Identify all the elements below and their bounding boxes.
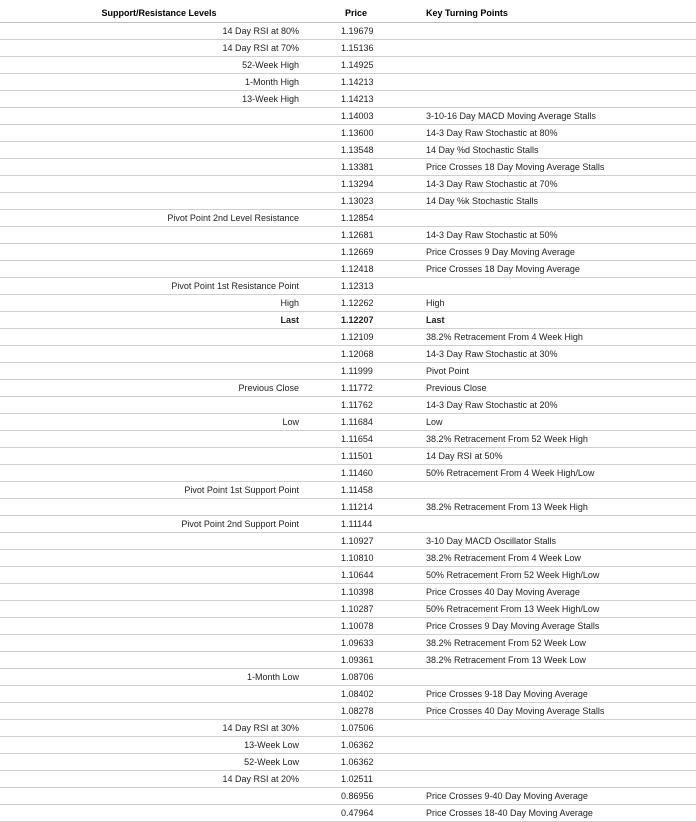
level-cell <box>0 499 308 516</box>
level-cell: 52-Week Low <box>0 754 308 771</box>
price-cell: 1.12418 <box>308 261 423 278</box>
turning-point-cell <box>423 669 696 686</box>
level-cell <box>0 261 308 278</box>
table-row <box>0 465 696 482</box>
support-resistance-table <box>0 4 696 822</box>
price-cell: 1.10810 <box>308 550 423 567</box>
level-cell <box>0 652 308 669</box>
price-cell: 0.86956 <box>308 788 423 805</box>
price-cell: 1.12109 <box>308 329 423 346</box>
header-row <box>0 4 696 23</box>
table-row <box>0 618 696 635</box>
levels-column-header: Support/Resistance Levels <box>0 4 308 23</box>
price-cell: 1.12262 <box>308 295 423 312</box>
turning-point-cell: 38.2% Retracement From 52 Week High <box>423 431 696 448</box>
price-cell: 1.11684 <box>308 414 423 431</box>
level-cell: 13-Week High <box>0 91 308 108</box>
level-cell <box>0 703 308 720</box>
level-cell <box>0 346 308 363</box>
price-cell: 1.10287 <box>308 601 423 618</box>
table-row <box>0 57 696 74</box>
turning-point-cell: 38.2% Retracement From 4 Week High <box>423 329 696 346</box>
level-cell: Pivot Point 1st Resistance Point <box>0 278 308 295</box>
level-cell: 14 Day RSI at 20% <box>0 771 308 788</box>
level-cell: 14 Day RSI at 70% <box>0 40 308 57</box>
price-cell: 1.13381 <box>308 159 423 176</box>
level-cell <box>0 329 308 346</box>
turning-point-cell: 50% Retracement From 13 Week High/Low <box>423 601 696 618</box>
level-cell <box>0 788 308 805</box>
level-cell <box>0 550 308 567</box>
level-cell <box>0 176 308 193</box>
turning-point-cell: Price Crosses 18 Day Moving Average Stalls <box>423 159 696 176</box>
price-cell: 1.12313 <box>308 278 423 295</box>
table-body <box>0 23 696 822</box>
turning-point-cell <box>423 210 696 227</box>
turning-point-cell <box>423 91 696 108</box>
turning-point-cell: Price Crosses 9 Day Moving Average <box>423 244 696 261</box>
turning-point-cell: Price Crosses 40 Day Moving Average Stalls <box>423 703 696 720</box>
price-cell: 1.10644 <box>308 567 423 584</box>
table-row <box>0 23 696 40</box>
table-row <box>0 193 696 210</box>
turning-point-cell: Low <box>423 414 696 431</box>
level-cell: Low <box>0 414 308 431</box>
turning-point-cell: Price Crosses 18 Day Moving Average <box>423 261 696 278</box>
level-cell: Pivot Point 2nd Level Resistance <box>0 210 308 227</box>
table-row <box>0 346 696 363</box>
turning-point-cell: 38.2% Retracement From 52 Week Low <box>423 635 696 652</box>
table-row <box>0 805 696 822</box>
level-cell: Pivot Point 1st Support Point <box>0 482 308 499</box>
price-cell: 1.13548 <box>308 142 423 159</box>
turning-point-cell <box>423 516 696 533</box>
price-cell: 1.08402 <box>308 686 423 703</box>
turning-point-cell <box>423 278 696 295</box>
price-cell: 1.02511 <box>308 771 423 788</box>
table-row <box>0 278 696 295</box>
table-row <box>0 584 696 601</box>
price-cell: 1.11762 <box>308 397 423 414</box>
table-row <box>0 635 696 652</box>
price-cell: 1.08278 <box>308 703 423 720</box>
turning-point-cell: 3-10-16 Day MACD Moving Average Stalls <box>423 108 696 125</box>
table-row <box>0 771 696 788</box>
turning-point-cell: Price Crosses 18-40 Day Moving Average <box>423 805 696 822</box>
price-cell: 1.19679 <box>308 23 423 40</box>
table-row <box>0 380 696 397</box>
price-cell: 1.07506 <box>308 720 423 737</box>
level-cell: Pivot Point 2nd Support Point <box>0 516 308 533</box>
turning-point-cell <box>423 57 696 74</box>
table-row <box>0 227 696 244</box>
table-row <box>0 516 696 533</box>
table-row <box>0 567 696 584</box>
price-cell: 1.12669 <box>308 244 423 261</box>
table-row <box>0 788 696 805</box>
table-row <box>0 159 696 176</box>
price-cell: 1.11772 <box>308 380 423 397</box>
price-cell: 1.13023 <box>308 193 423 210</box>
price-cell: 1.14003 <box>308 108 423 125</box>
turning-point-cell <box>423 23 696 40</box>
level-cell: 1-Month Low <box>0 669 308 686</box>
price-cell: 1.11501 <box>308 448 423 465</box>
level-cell: Previous Close <box>0 380 308 397</box>
table-row <box>0 737 696 754</box>
price-cell: 1.11214 <box>308 499 423 516</box>
table-row <box>0 601 696 618</box>
turning-point-cell: 14-3 Day Raw Stochastic at 20% <box>423 397 696 414</box>
price-cell: 1.14213 <box>308 74 423 91</box>
turning-points-column-header: Key Turning Points <box>423 4 696 23</box>
turning-point-cell <box>423 771 696 788</box>
level-cell: 14 Day RSI at 30% <box>0 720 308 737</box>
table-row <box>0 414 696 431</box>
turning-point-cell: Pivot Point <box>423 363 696 380</box>
table-row <box>0 125 696 142</box>
level-cell: 52-Week High <box>0 57 308 74</box>
turning-point-cell: 3-10 Day MACD Oscillator Stalls <box>423 533 696 550</box>
price-cell: 1.10398 <box>308 584 423 601</box>
turning-point-cell: Last <box>423 312 696 329</box>
price-cell: 1.09361 <box>308 652 423 669</box>
level-cell <box>0 618 308 635</box>
turning-point-cell: 14 Day %k Stochastic Stalls <box>423 193 696 210</box>
price-cell: 1.13600 <box>308 125 423 142</box>
turning-point-cell <box>423 720 696 737</box>
level-cell <box>0 601 308 618</box>
table-row <box>0 754 696 771</box>
turning-point-cell: High <box>423 295 696 312</box>
table-row <box>0 499 696 516</box>
table-row <box>0 176 696 193</box>
level-cell <box>0 567 308 584</box>
turning-point-cell: 38.2% Retracement From 13 Week Low <box>423 652 696 669</box>
table-row <box>0 703 696 720</box>
table-row <box>0 244 696 261</box>
turning-point-cell: 14 Day RSI at 50% <box>423 448 696 465</box>
table-row <box>0 720 696 737</box>
level-cell <box>0 363 308 380</box>
table-header <box>0 4 696 23</box>
price-cell: 1.12854 <box>308 210 423 227</box>
table-row <box>0 482 696 499</box>
table-row <box>0 533 696 550</box>
price-cell: 1.11460 <box>308 465 423 482</box>
level-cell <box>0 142 308 159</box>
price-cell: 1.13294 <box>308 176 423 193</box>
table-row <box>0 363 696 380</box>
turning-point-cell: 14 Day %d Stochastic Stalls <box>423 142 696 159</box>
turning-point-cell: 14-3 Day Raw Stochastic at 80% <box>423 125 696 142</box>
table-row <box>0 261 696 278</box>
turning-point-cell: 38.2% Retracement From 4 Week Low <box>423 550 696 567</box>
turning-point-cell <box>423 482 696 499</box>
level-cell <box>0 805 308 822</box>
table-row <box>0 329 696 346</box>
table-row <box>0 550 696 567</box>
level-cell <box>0 159 308 176</box>
level-cell <box>0 193 308 210</box>
level-cell <box>0 227 308 244</box>
price-cell: 1.11999 <box>308 363 423 380</box>
price-cell: 1.11654 <box>308 431 423 448</box>
table-row <box>0 669 696 686</box>
price-cell: 1.14925 <box>308 57 423 74</box>
level-cell <box>0 686 308 703</box>
turning-point-cell <box>423 74 696 91</box>
price-cell: 1.15136 <box>308 40 423 57</box>
price-cell: 1.08706 <box>308 669 423 686</box>
price-cell: 1.12068 <box>308 346 423 363</box>
price-column-header: Price <box>308 4 423 23</box>
turning-point-cell: Price Crosses 40 Day Moving Average <box>423 584 696 601</box>
turning-point-cell <box>423 754 696 771</box>
table-row <box>0 40 696 57</box>
level-cell: 1-Month High <box>0 74 308 91</box>
table-row <box>0 431 696 448</box>
turning-point-cell: Price Crosses 9-40 Day Moving Average <box>423 788 696 805</box>
turning-point-cell: 50% Retracement From 52 Week High/Low <box>423 567 696 584</box>
level-cell <box>0 244 308 261</box>
turning-point-cell: 14-3 Day Raw Stochastic at 30% <box>423 346 696 363</box>
level-cell: High <box>0 295 308 312</box>
table-row <box>0 652 696 669</box>
turning-point-cell: Price Crosses 9-18 Day Moving Average <box>423 686 696 703</box>
level-cell: Last <box>0 312 308 329</box>
price-cell: 1.10927 <box>308 533 423 550</box>
level-cell <box>0 431 308 448</box>
table-row <box>0 295 696 312</box>
price-cell: 1.09633 <box>308 635 423 652</box>
table-row <box>0 142 696 159</box>
turning-point-cell: 14-3 Day Raw Stochastic at 50% <box>423 227 696 244</box>
level-cell: 14 Day RSI at 80% <box>0 23 308 40</box>
price-cell: 1.12681 <box>308 227 423 244</box>
turning-point-cell: Price Crosses 9 Day Moving Average Stalls <box>423 618 696 635</box>
level-cell <box>0 533 308 550</box>
turning-point-cell: 38.2% Retracement From 13 Week High <box>423 499 696 516</box>
turning-point-cell: 14-3 Day Raw Stochastic at 70% <box>423 176 696 193</box>
price-cell: 1.10078 <box>308 618 423 635</box>
turning-point-cell: 50% Retracement From 4 Week High/Low <box>423 465 696 482</box>
price-cell: 1.14213 <box>308 91 423 108</box>
table-row <box>0 74 696 91</box>
table-row <box>0 448 696 465</box>
level-cell <box>0 125 308 142</box>
turning-point-cell <box>423 40 696 57</box>
level-cell: 13-Week Low <box>0 737 308 754</box>
table-row <box>0 397 696 414</box>
level-cell <box>0 448 308 465</box>
table-row <box>0 108 696 125</box>
price-cell: 0.47964 <box>308 805 423 822</box>
table-row <box>0 91 696 108</box>
level-cell <box>0 465 308 482</box>
price-cell: 1.11144 <box>308 516 423 533</box>
table-row <box>0 210 696 227</box>
level-cell <box>0 397 308 414</box>
price-cell: 1.12207 <box>308 312 423 329</box>
level-cell <box>0 635 308 652</box>
price-cell: 1.06362 <box>308 754 423 771</box>
table-row <box>0 312 696 329</box>
price-cell: 1.06362 <box>308 737 423 754</box>
table-row <box>0 686 696 703</box>
level-cell <box>0 108 308 125</box>
turning-point-cell: Previous Close <box>423 380 696 397</box>
level-cell <box>0 584 308 601</box>
price-cell: 1.11458 <box>308 482 423 499</box>
turning-point-cell <box>423 737 696 754</box>
